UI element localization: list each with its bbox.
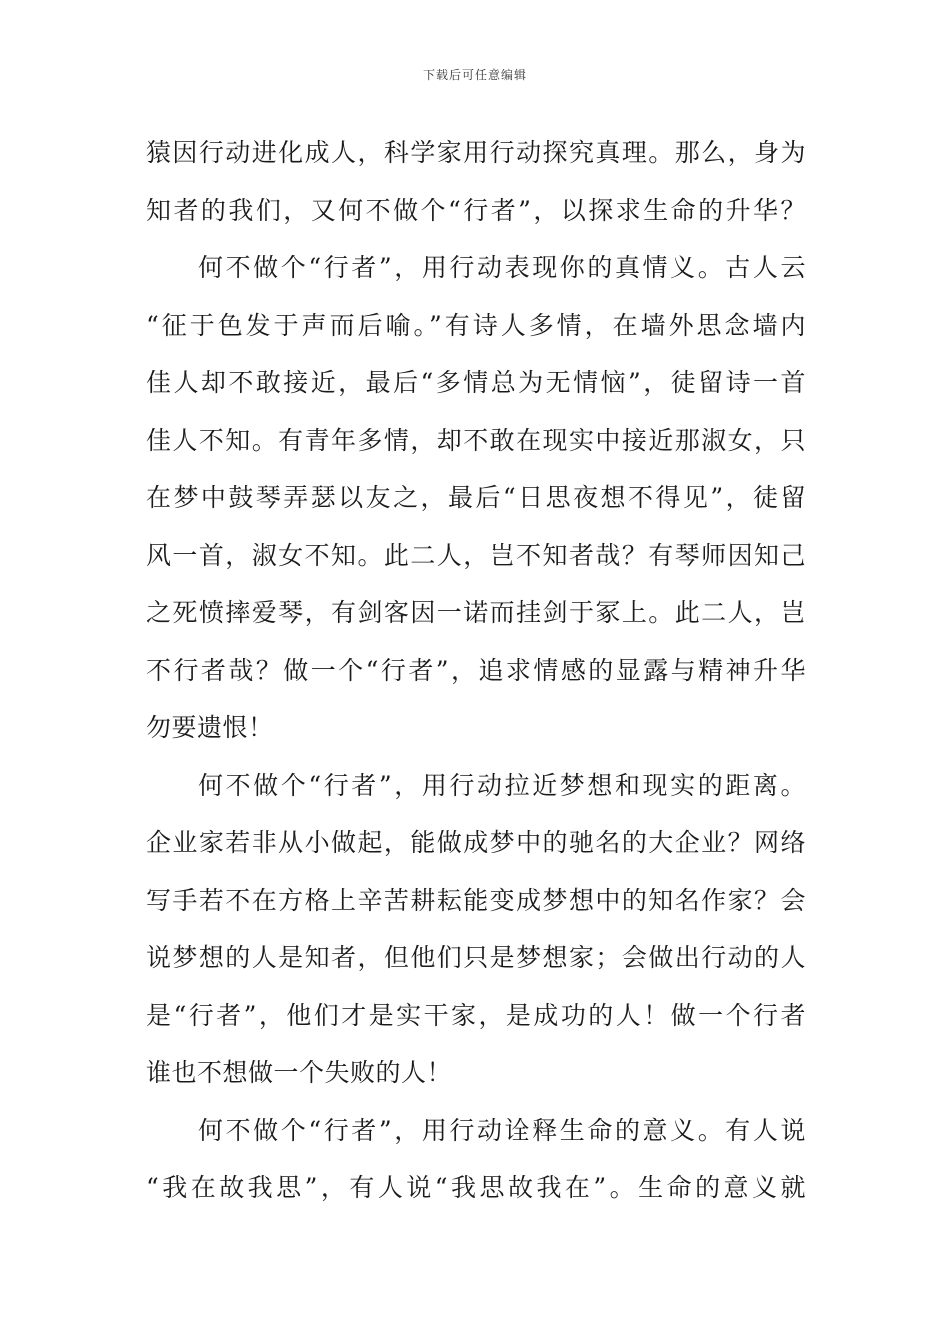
text-line: 知者的我们，又何不做个“行者”，以探求生命的升华？ bbox=[146, 195, 806, 225]
text-line: 不行者哉？做一个“行者”，追求情感的显露与精神升华 bbox=[146, 655, 806, 685]
text-line: 说梦想的人是知者，但他们只是梦想家；会做出行动的人 bbox=[146, 943, 806, 972]
text-line: 是“行者”，他们才是实干家，是成功的人！做一个行者 bbox=[146, 1000, 806, 1030]
text-line: 佳人不知。有青年多情，却不敢在现实中接近那淑女，只 bbox=[146, 425, 806, 455]
text-line: 猿因行动进化成人，科学家用行动探究真理。那么，身为 bbox=[146, 138, 806, 167]
text-line: 风一首，淑女不知。此二人，岂不知者哉？有琴师因知己 bbox=[146, 540, 806, 570]
text-line: “征于色发于声而后喻。”有诗人多情，在墙外思念墙内 bbox=[146, 310, 806, 340]
text-line: 勿要遗恨！ bbox=[146, 713, 274, 742]
text-line: 何不做个“行者”，用行动表现你的真情义。古人云 bbox=[198, 253, 806, 282]
text-line: 何不做个“行者”，用行动诠释生命的意义。有人说 bbox=[198, 1115, 806, 1145]
document-body bbox=[146, 124, 806, 1217]
text-line: 在梦中鼓琴弄瑟以友之，最后“日思夜想不得见”，徒留 bbox=[146, 483, 806, 512]
text-line: 谁也不想做一个失败的人！ bbox=[146, 1058, 453, 1087]
text-line: 何不做个“行者”，用行动拉近梦想和现实的距离。 bbox=[198, 770, 806, 800]
page-header: 下载后可任意编辑 bbox=[422, 68, 527, 82]
text-line: 之死愤摔爱琴，有剑客因一诺而挂剑于冢上。此二人，岂 bbox=[146, 598, 806, 627]
text-line: 佳人却不敢接近，最后“多情总为无情恼”，徒留诗一首 bbox=[146, 368, 806, 397]
text-line: 写手若不在方格上辛苦耕耘能变成梦想中的知名作家？会 bbox=[146, 885, 806, 915]
text-line: 企业家若非从小做起，能做成梦中的驰名的大企业？网络 bbox=[146, 828, 806, 857]
text-line: “我在故我思”，有人说“我思故我在”。生命的意义就 bbox=[146, 1173, 806, 1202]
